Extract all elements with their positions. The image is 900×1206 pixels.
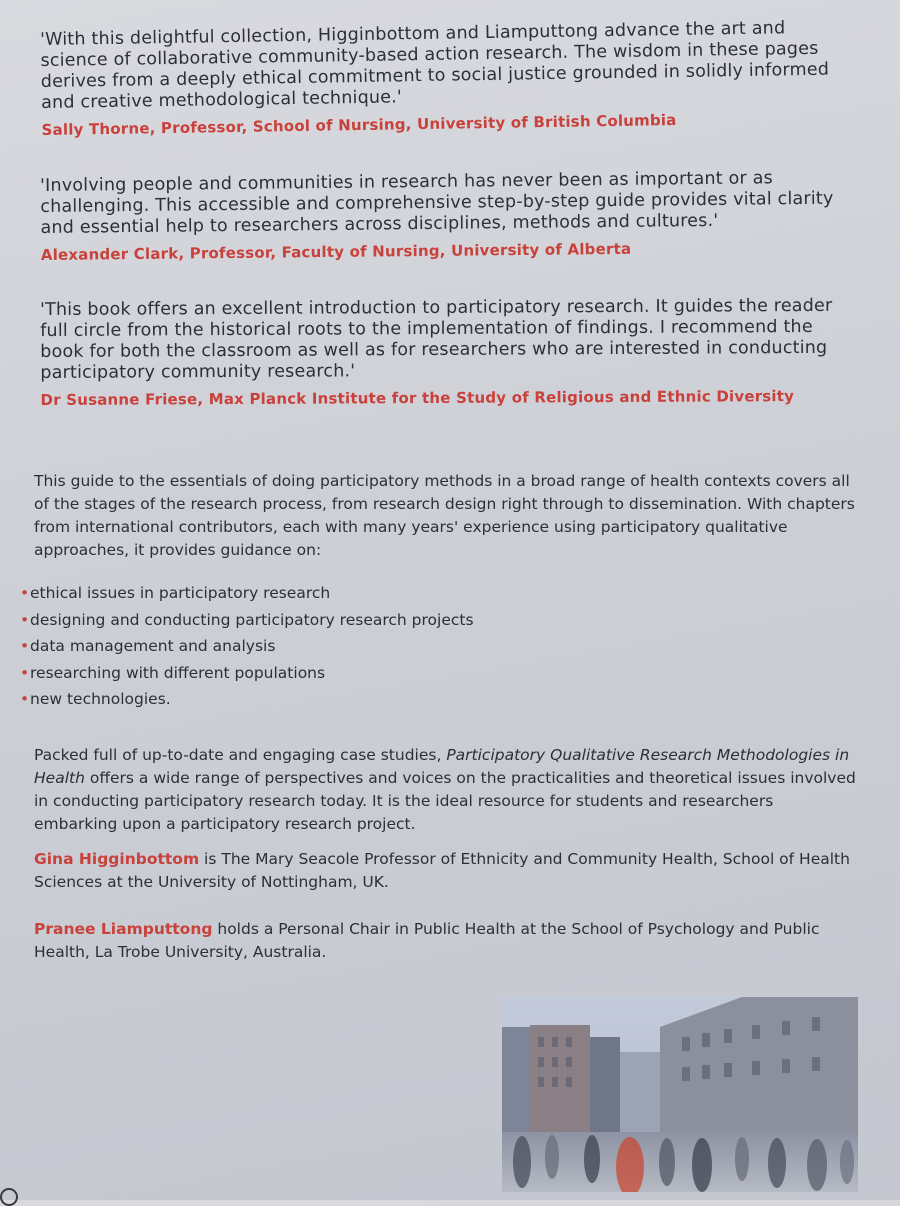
- quote-text: 'With this delightful collection, Higginbottom and Liamputtong advance the art and science of collaborative community-based action research. The wisdom in these pages derives from a deeply ethical commitment to social justice grounded in solidly informed and creative methodological technique.': [40, 18, 830, 113]
- logo-mark: [0, 1188, 18, 1206]
- quote-text: 'Involving people and communities in research has never been as important or as challenging. This accessible and comprehensive step-by-step guide provides vital clarity and essential help to researchers across disciplines, methods and cultures.': [40, 168, 834, 238]
- author-bio-1: [34, 848, 856, 894]
- quote-attribution: Sally Thorne, Professor, School of Nursing, University of British Columbia: [41, 111, 677, 139]
- street-scene-illustration: [502, 997, 858, 1192]
- list-item: • new technologies.: [20, 686, 720, 713]
- author-name: Gina Higginbottom: [34, 850, 200, 868]
- street-scene-photo: [502, 997, 858, 1192]
- endorsement-quote-1: [40, 17, 847, 139]
- author-name: Pranee Liamputtong: [34, 920, 213, 938]
- list-item: • ethical issues in participatory research: [20, 580, 720, 607]
- quote-text: 'This book offers an excellent introduction to participatory research. It guides the reader full circle from the historical roots to the implementation of findings. I recommend the book for both the classroom as well as for researchers who are interested in conducting participatory community research.': [40, 295, 833, 383]
- author-bio-2: [34, 918, 856, 964]
- author-bio: is The Mary Seacole Professor of Ethnicity and Community Health, School of Health Sciences at the University of Nottingham, UK.: [34, 850, 850, 891]
- quote-attribution: Dr Susanne Friese, Max Planck Institute for the Study of Religious and Ethnic Diversity: [40, 387, 795, 409]
- book-description-intro: This guide to the essentials of doing participatory methods in a broad range of health contexts covers all of the stages of the research process, from research design right through to dissemination. With chapters from international contributors, each with many years' experience using participatory qualitative approaches, it provides guidance on:: [34, 472, 855, 559]
- summary-rest: offers a wide range of perspectives and voices on the practicalities and theoretical issues involved in conducting participatory research today. It is the ideal resource for students and researchers embarking upon a participatory research project.: [34, 769, 856, 833]
- building-far: [620, 1052, 660, 1137]
- list-item: • researching with different populations: [20, 660, 720, 687]
- author-bio: holds a Personal Chair in Public Health at the School of Psychology and Public Health, La Trobe University, Australia.: [34, 920, 820, 961]
- summary-lead: Packed full of up-to-date and engaging case studies,: [34, 746, 447, 764]
- list-item: • data management and analysis: [20, 633, 720, 660]
- building-middle: [590, 1037, 620, 1137]
- quote-attribution: Alexander Clark, Professor, Faculty of Nursing, University of Alberta: [40, 239, 632, 264]
- book-title: Participatory Qualitative Research Methodologies in Health: [34, 746, 850, 787]
- endorsement-quote-2: [40, 168, 846, 264]
- guidance-topics-list: [20, 580, 720, 713]
- endorsement-quote-3: [40, 296, 846, 409]
- list-item: • designing and conducting participatory research projects: [20, 607, 720, 634]
- book-summary-paragraph: [34, 744, 856, 836]
